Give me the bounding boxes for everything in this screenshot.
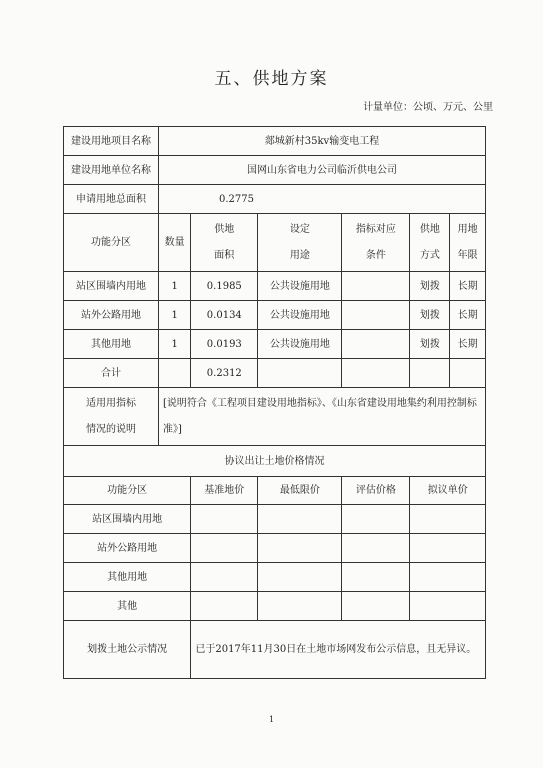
price-row	[64, 534, 486, 563]
publicity-label: 划拨土地公示情况	[64, 621, 191, 679]
table-row	[64, 272, 486, 301]
price-section-title: 协议出让土地价格情况	[64, 446, 486, 477]
row-term: 长期	[450, 272, 486, 301]
price-row	[64, 563, 486, 592]
area-value: 0.2775	[158, 185, 485, 214]
row-method: 划拨	[410, 330, 450, 359]
row-term: 长期	[450, 301, 486, 330]
price-header-eval: 评估价格	[342, 477, 410, 505]
unit-name: 国网山东省电力公司临沂供电公司	[158, 156, 485, 185]
row-zone: 站外公路用地	[64, 301, 159, 330]
row-area: 0.0134	[191, 301, 258, 330]
land-supply-table	[63, 126, 486, 679]
header-zone: 功能分区	[64, 214, 159, 272]
row-count: 1	[158, 301, 190, 330]
table-row	[64, 301, 486, 330]
price-row	[64, 505, 486, 534]
project-name-label: 建设用地项目名称	[64, 127, 159, 156]
row-zone: 站区围墙内用地	[64, 272, 159, 301]
price-row-zone: 其他用地	[64, 563, 191, 592]
total-area: 0.2312	[191, 359, 258, 388]
price-row-zone: 站区围墙内用地	[64, 505, 191, 534]
row-use: 公共设施用地	[258, 330, 342, 359]
row-index	[342, 301, 410, 330]
header-area: 供地 面积	[191, 214, 258, 272]
header-index: 指标对应 条件	[342, 214, 410, 272]
price-row-zone: 其他	[64, 592, 191, 621]
total-label: 合计	[64, 359, 159, 388]
area-label: 申请用地总面积	[64, 185, 159, 214]
applicable-label: 适用用指标 情况的说明	[64, 388, 159, 446]
row-area: 0.0193	[191, 330, 258, 359]
price-header-min: 最低限价	[258, 477, 342, 505]
row-area: 0.1985	[191, 272, 258, 301]
header-method: 供地 方式	[410, 214, 450, 272]
price-row	[64, 592, 486, 621]
row-index	[342, 330, 410, 359]
price-header-planned: 拟议单价	[410, 477, 486, 505]
project-name: 郯城新村35kv输变电工程	[158, 127, 485, 156]
price-header-base: 基准地价	[191, 477, 258, 505]
row-count: 1	[158, 330, 190, 359]
header-count: 数量	[158, 214, 190, 272]
page-title: 五、供地方案	[214, 69, 329, 89]
price-header-zone: 功能分区	[64, 477, 191, 505]
row-method: 划拨	[410, 272, 450, 301]
row-use: 公共设施用地	[258, 272, 342, 301]
total-row	[64, 359, 486, 388]
measurement-unit: 计量单位：公顷、万元、公里	[363, 102, 493, 113]
row-index	[342, 272, 410, 301]
row-method: 划拨	[410, 301, 450, 330]
page-number: 1	[268, 715, 275, 724]
row-use: 公共设施用地	[258, 301, 342, 330]
row-count: 1	[158, 272, 190, 301]
header-use: 设定 用途	[258, 214, 342, 272]
table-row	[64, 330, 486, 359]
header-term: 用地 年限	[450, 214, 486, 272]
row-term: 长期	[450, 330, 486, 359]
publicity-text: 已于2017年11月30日在土地市场网发布公示信息，且无异议。	[191, 621, 486, 679]
unit-name-label: 建设用地单位名称	[64, 156, 159, 185]
applicable-text: [说明符合《工程项目建设用地指标》、《山东省建设用地集约利用控制标准》]	[158, 388, 485, 446]
table-header-row	[64, 214, 486, 272]
price-row-zone: 站外公路用地	[64, 534, 191, 563]
row-zone: 其他用地	[64, 330, 159, 359]
